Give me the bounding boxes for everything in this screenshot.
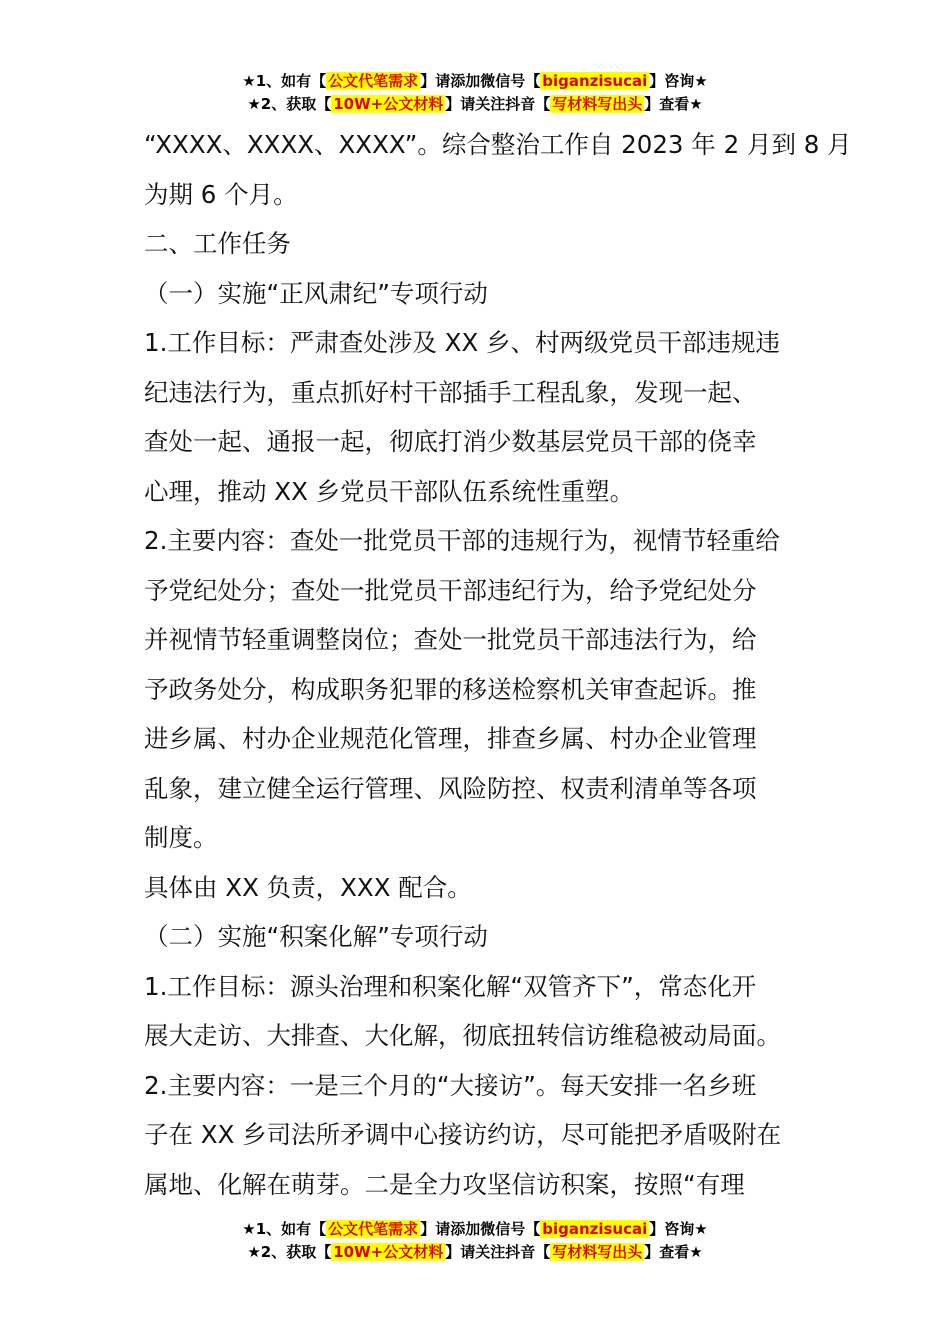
text-line: 展大走访、大排查、大化解，彻底扭转信访维稳被动局面。 bbox=[144, 1021, 781, 1050]
banner-line-2 bbox=[0, 1241, 950, 1264]
subsection-heading: （二）实施“积案化解”专项行动 bbox=[144, 922, 488, 951]
text-line: 予政务处分，构成职务犯罪的移送检察机关审查起诉。推 bbox=[144, 674, 757, 704]
banner-text: 】请添加微信号【 bbox=[420, 1220, 541, 1238]
banner-text: 】咨询★ bbox=[649, 1220, 708, 1238]
banner-highlight: 写材料写出头 bbox=[552, 95, 643, 113]
subsection-heading: （一）实施“正风肃纪”专项行动 bbox=[144, 278, 488, 308]
text-line: 并视情节轻重调整岗位；查处一批党员干部违法行为，给 bbox=[144, 625, 757, 654]
banner-highlight: biganzisucai bbox=[542, 72, 648, 90]
text-line: 1.工作目标：源头治理和积案化解“双管齐下”，常态化开 bbox=[144, 971, 757, 1001]
banner-highlight: biganzisucai bbox=[542, 1220, 648, 1238]
banner-line-1 bbox=[0, 1218, 950, 1241]
text-line: 具体由 XX 负责，XXX 配合。 bbox=[144, 872, 472, 902]
text-line: 乱象，建立健全运行管理、风险防控、权责利清单等各项 bbox=[144, 773, 757, 803]
banner-text: ★1、如有【 bbox=[242, 72, 327, 90]
text-line: 为期 6 个月。 bbox=[144, 179, 298, 209]
banner-text: 】查看★ bbox=[644, 1243, 703, 1261]
banner-highlight: 10W+公文材料 bbox=[333, 95, 444, 113]
banner-highlight: 写材料写出头 bbox=[552, 1243, 643, 1261]
header-banner bbox=[0, 70, 950, 116]
banner-highlight: 公文代笔需求 bbox=[328, 72, 419, 90]
banner-text: 】请关注抖音【 bbox=[445, 95, 551, 113]
banner-highlight: 公文代笔需求 bbox=[328, 1220, 419, 1238]
banner-text: 】请添加微信号【 bbox=[420, 72, 541, 90]
banner-text: 】查看★ bbox=[644, 95, 703, 113]
document-body bbox=[144, 120, 852, 1209]
text-line: 1.工作目标：严肃查处涉及 XX 乡、村两级党员干部违规违 bbox=[144, 328, 781, 357]
banner-text: 】咨询★ bbox=[649, 72, 708, 90]
banner-text: ★2、获取【 bbox=[247, 95, 332, 113]
section-heading: 二、工作任务 bbox=[144, 229, 291, 258]
text-line: 属地、化解在萌芽。二是全力攻坚信访积案，按照“有理 bbox=[144, 1169, 745, 1199]
text-line: 心理，推动 XX 乡党员干部队伍系统性重塑。 bbox=[144, 476, 635, 506]
text-line: 进乡属、村办企业规范化管理，排查乡属、村办企业管理 bbox=[144, 724, 757, 753]
banner-line-2 bbox=[0, 93, 950, 116]
text-line: 2.主要内容：一是三个月的“大接访”。每天安排一名乡班 bbox=[144, 1070, 757, 1100]
text-line: 予党纪处分；查处一批党员干部违纪行为，给予党纪处分 bbox=[144, 575, 757, 605]
banner-text: ★1、如有【 bbox=[242, 1220, 327, 1238]
text-line: 查处一起、通报一起，彻底打消少数基层党员干部的侥幸 bbox=[144, 427, 757, 456]
text-line: 纪违法行为，重点抓好村干部插手工程乱象，发现一起、 bbox=[144, 377, 757, 407]
text-line: 子在 XX 乡司法所矛调中心接访约访，尽可能把矛盾吸附在 bbox=[144, 1120, 782, 1149]
text-line: 2.主要内容：查处一批党员干部的违规行为，视情节轻重给 bbox=[144, 526, 780, 555]
text-line: “XXXX、XXXX、XXXX”。综合整治工作自 2023 年 2 月到 8 月 bbox=[144, 130, 852, 159]
banner-text: ★2、获取【 bbox=[247, 1243, 332, 1261]
banner-line-1 bbox=[0, 70, 950, 93]
text-line: 制度。 bbox=[144, 823, 218, 852]
footer-banner bbox=[0, 1218, 950, 1264]
banner-text: 】请关注抖音【 bbox=[445, 1243, 551, 1261]
banner-highlight: 10W+公文材料 bbox=[333, 1243, 444, 1261]
